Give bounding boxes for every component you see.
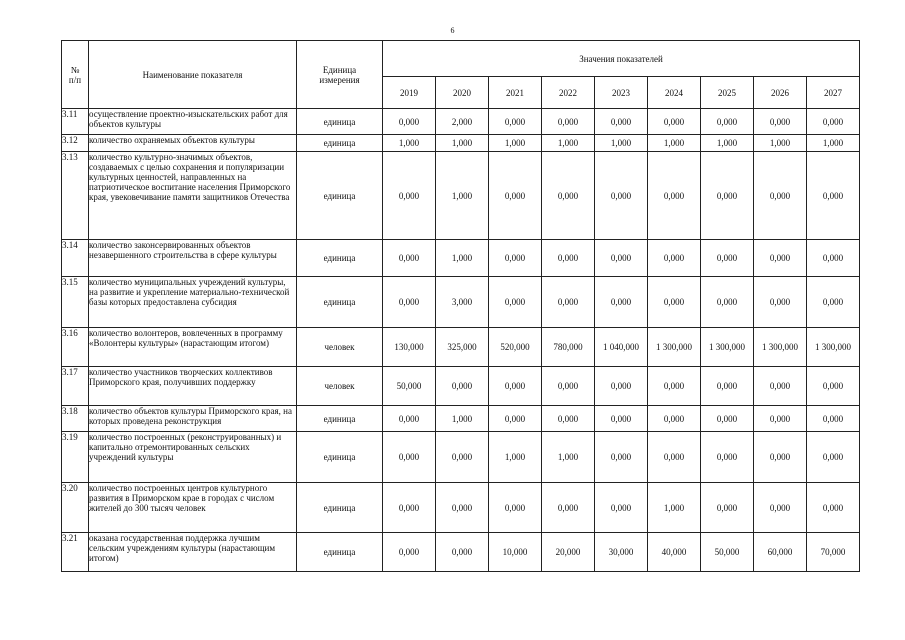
value-cell: 0,000 (542, 152, 595, 240)
value-cell: 0,000 (383, 277, 436, 328)
indicator-name: количество объектов культуры Приморского края, на которых проведена реконструкция (89, 406, 297, 432)
value-cell: 0,000 (489, 277, 542, 328)
value-cell: 0,000 (701, 483, 754, 533)
value-cell: 0,000 (807, 432, 860, 483)
unit-cell: единица (297, 240, 383, 277)
value-cell: 0,000 (648, 109, 701, 135)
value-cell: 0,000 (701, 277, 754, 328)
value-cell: 10,000 (489, 533, 542, 572)
value-cell: 0,000 (542, 109, 595, 135)
header-values: Значения показателей (383, 41, 860, 77)
unit-cell: человек (297, 367, 383, 406)
value-cell: 0,000 (383, 109, 436, 135)
unit-cell: единица (297, 406, 383, 432)
value-cell: 0,000 (807, 277, 860, 328)
unit-cell: единица (297, 432, 383, 483)
unit-cell: единица (297, 483, 383, 533)
unit-cell: человек (297, 328, 383, 367)
value-cell: 0,000 (701, 109, 754, 135)
indicator-name: количество участников творческих коллективов Приморского края, получивших поддержку (89, 367, 297, 406)
value-cell: 0,000 (807, 483, 860, 533)
value-cell: 60,000 (754, 533, 807, 572)
value-cell: 1 300,000 (754, 328, 807, 367)
value-cell: 1,000 (489, 135, 542, 152)
value-cell: 130,000 (383, 328, 436, 367)
value-cell: 0,000 (754, 152, 807, 240)
value-cell: 0,000 (754, 367, 807, 406)
value-cell: 520,000 (489, 328, 542, 367)
value-cell: 0,000 (807, 240, 860, 277)
table-row (62, 135, 860, 152)
value-cell: 0,000 (595, 240, 648, 277)
row-number: 3.13 (62, 152, 89, 240)
table-row (62, 277, 860, 328)
value-cell: 0,000 (489, 367, 542, 406)
value-cell: 0,000 (807, 152, 860, 240)
table-row (62, 533, 860, 572)
value-cell: 1,000 (436, 406, 489, 432)
indicator-name: количество построенных центров культурного развития в Приморском крае в городах с числом жителей до 300 тысяч человек (89, 483, 297, 533)
value-cell: 0,000 (383, 152, 436, 240)
value-cell: 30,000 (595, 533, 648, 572)
value-cell: 0,000 (701, 240, 754, 277)
value-cell: 0,000 (489, 240, 542, 277)
value-cell: 0,000 (383, 483, 436, 533)
value-cell: 50,000 (383, 367, 436, 406)
value-cell: 1,000 (701, 135, 754, 152)
value-cell: 0,000 (436, 432, 489, 483)
value-cell: 1,000 (383, 135, 436, 152)
row-number: 3.19 (62, 432, 89, 483)
indicator-name: количество охраняемых объектов культуры (89, 135, 297, 152)
header-row (62, 41, 860, 77)
value-cell: 0,000 (648, 277, 701, 328)
value-cell: 0,000 (701, 432, 754, 483)
value-cell: 0,000 (542, 406, 595, 432)
value-cell: 0,000 (436, 533, 489, 572)
value-cell: 0,000 (754, 109, 807, 135)
row-number: 3.11 (62, 109, 89, 135)
value-cell: 0,000 (542, 367, 595, 406)
value-cell: 1 300,000 (701, 328, 754, 367)
table-row (62, 109, 860, 135)
value-cell: 70,000 (807, 533, 860, 572)
table-row (62, 406, 860, 432)
value-cell: 2,000 (436, 109, 489, 135)
table-row (62, 432, 860, 483)
value-cell: 0,000 (595, 152, 648, 240)
value-cell: 0,000 (542, 483, 595, 533)
value-cell: 3,000 (436, 277, 489, 328)
value-cell: 1,000 (436, 152, 489, 240)
table-row (62, 483, 860, 533)
value-cell: 0,000 (595, 406, 648, 432)
header-num: № п/п (62, 41, 89, 109)
value-cell: 0,000 (754, 432, 807, 483)
value-cell: 1 300,000 (648, 328, 701, 367)
unit-cell: единица (297, 152, 383, 240)
value-cell: 1 040,000 (595, 328, 648, 367)
value-cell: 1,000 (489, 432, 542, 483)
value-cell: 1,000 (595, 135, 648, 152)
value-cell: 0,000 (542, 240, 595, 277)
value-cell: 1,000 (436, 135, 489, 152)
row-number: 3.16 (62, 328, 89, 367)
header-year: 2022 (542, 77, 595, 109)
indicator-name: оказана государственная поддержка лучшим сельским учреждениям культуры (нарастающим итогом) (89, 533, 297, 572)
header-name: Наименование показателя (89, 41, 297, 109)
value-cell: 0,000 (595, 367, 648, 406)
header-year: 2020 (436, 77, 489, 109)
value-cell: 1,000 (436, 240, 489, 277)
table-row (62, 152, 860, 240)
header-year: 2019 (383, 77, 436, 109)
table-row (62, 328, 860, 367)
value-cell: 0,000 (648, 432, 701, 483)
value-cell: 0,000 (595, 109, 648, 135)
row-number: 3.15 (62, 277, 89, 328)
unit-cell: единица (297, 533, 383, 572)
indicator-name: осуществление проектно-изыскательских работ для объектов культуры (89, 109, 297, 135)
value-cell: 0,000 (489, 483, 542, 533)
row-number: 3.21 (62, 533, 89, 572)
value-cell: 0,000 (807, 109, 860, 135)
value-cell: 0,000 (648, 406, 701, 432)
value-cell: 0,000 (754, 277, 807, 328)
unit-cell: единица (297, 109, 383, 135)
value-cell: 0,000 (383, 240, 436, 277)
value-cell: 0,000 (754, 406, 807, 432)
indicators-table (61, 40, 860, 572)
value-cell: 0,000 (754, 483, 807, 533)
row-number: 3.20 (62, 483, 89, 533)
table-row (62, 240, 860, 277)
unit-cell: единица (297, 277, 383, 328)
indicator-name: количество построенных (реконструированных) и капитально отремонтированных сельских учреждений культуры (89, 432, 297, 483)
header-year: 2026 (754, 77, 807, 109)
value-cell: 40,000 (648, 533, 701, 572)
page-number: 6 (450, 26, 455, 35)
value-cell: 1,000 (542, 135, 595, 152)
value-cell: 0,000 (595, 483, 648, 533)
value-cell: 0,000 (436, 483, 489, 533)
row-number: 3.17 (62, 367, 89, 406)
value-cell: 0,000 (807, 367, 860, 406)
header-year: 2024 (648, 77, 701, 109)
value-cell: 0,000 (383, 406, 436, 432)
value-cell: 1 300,000 (807, 328, 860, 367)
row-number: 3.14 (62, 240, 89, 277)
table-row (62, 367, 860, 406)
value-cell: 325,000 (436, 328, 489, 367)
value-cell: 0,000 (489, 109, 542, 135)
header-year: 2027 (807, 77, 860, 109)
value-cell: 0,000 (383, 432, 436, 483)
value-cell: 20,000 (542, 533, 595, 572)
value-cell: 0,000 (807, 406, 860, 432)
value-cell: 1,000 (648, 135, 701, 152)
header-year: 2025 (701, 77, 754, 109)
header-year: 2021 (489, 77, 542, 109)
value-cell: 0,000 (542, 277, 595, 328)
value-cell: 0,000 (648, 152, 701, 240)
row-number: 3.18 (62, 406, 89, 432)
value-cell: 0,000 (595, 277, 648, 328)
value-cell: 0,000 (489, 152, 542, 240)
value-cell: 0,000 (383, 533, 436, 572)
value-cell: 1,000 (648, 483, 701, 533)
indicator-name: количество культурно-значимых объектов, создаваемых с целью сохранения и популяризации культурных ценностей, направленных на патриотическое воспитание населения Приморского края, увековечивание памяти защитников Отечества (89, 152, 297, 240)
value-cell: 0,000 (754, 240, 807, 277)
row-number: 3.12 (62, 135, 89, 152)
value-cell: 780,000 (542, 328, 595, 367)
value-cell: 1,000 (542, 432, 595, 483)
indicator-name: количество волонтеров, вовлеченных в программу «Волонтеры культуры» (нарастающим итогом) (89, 328, 297, 367)
header-unit: Единица измерения (297, 41, 383, 109)
value-cell: 0,000 (701, 152, 754, 240)
value-cell: 0,000 (595, 432, 648, 483)
value-cell: 0,000 (648, 240, 701, 277)
value-cell: 0,000 (648, 367, 701, 406)
value-cell: 0,000 (436, 367, 489, 406)
value-cell: 50,000 (701, 533, 754, 572)
header-year: 2023 (595, 77, 648, 109)
value-cell: 1,000 (807, 135, 860, 152)
unit-cell: единица (297, 135, 383, 152)
indicator-name: количество законсервированных объектов незавершенного строительства в сфере культуры (89, 240, 297, 277)
value-cell: 0,000 (701, 367, 754, 406)
value-cell: 1,000 (754, 135, 807, 152)
value-cell: 0,000 (701, 406, 754, 432)
indicator-name: количество муниципальных учреждений культуры, на развитие и укрепление материально-технической базы которых предоставлена субсидия (89, 277, 297, 328)
value-cell: 0,000 (489, 406, 542, 432)
